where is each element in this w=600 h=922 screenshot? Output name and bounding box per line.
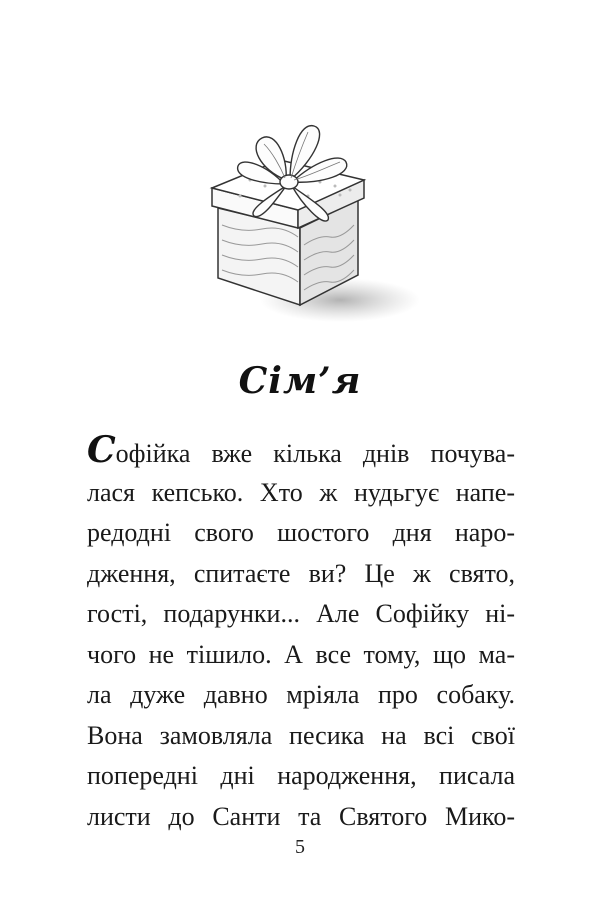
text-line-9: попередні дні народження, писала: [87, 761, 515, 790]
text-line-7: ла дуже давно мріяла про собаку.: [87, 680, 515, 709]
page-number: 5: [295, 836, 305, 858]
gift-box-illustration: [190, 100, 430, 330]
text-line-2: лася кепсько. Хто ж нудьгує напе-: [87, 477, 515, 507]
text-line-10: листи до Санти та Святого Мико-: [87, 801, 515, 831]
first-line-rest: офійка вже кілька днів почува-: [115, 439, 515, 468]
text-line-4: дження, спитаєте ви? Це ж свято,: [87, 558, 515, 588]
text-line-6: чого не тішило. А все тому, що ма-: [87, 639, 515, 669]
drop-cap: С: [87, 429, 116, 471]
text-line-3: редодні свого шостого дня наро-: [87, 518, 515, 547]
text-line-5: гості, подарунки... Але Софійку ні-: [87, 599, 515, 628]
gift-box-icon: [190, 100, 430, 330]
text-line-1: [87, 429, 515, 473]
body-text: [87, 429, 515, 837]
chapter-title: Сім’я: [238, 360, 362, 402]
text-line-8: Вона замовляла песика на всі свої: [87, 720, 515, 750]
